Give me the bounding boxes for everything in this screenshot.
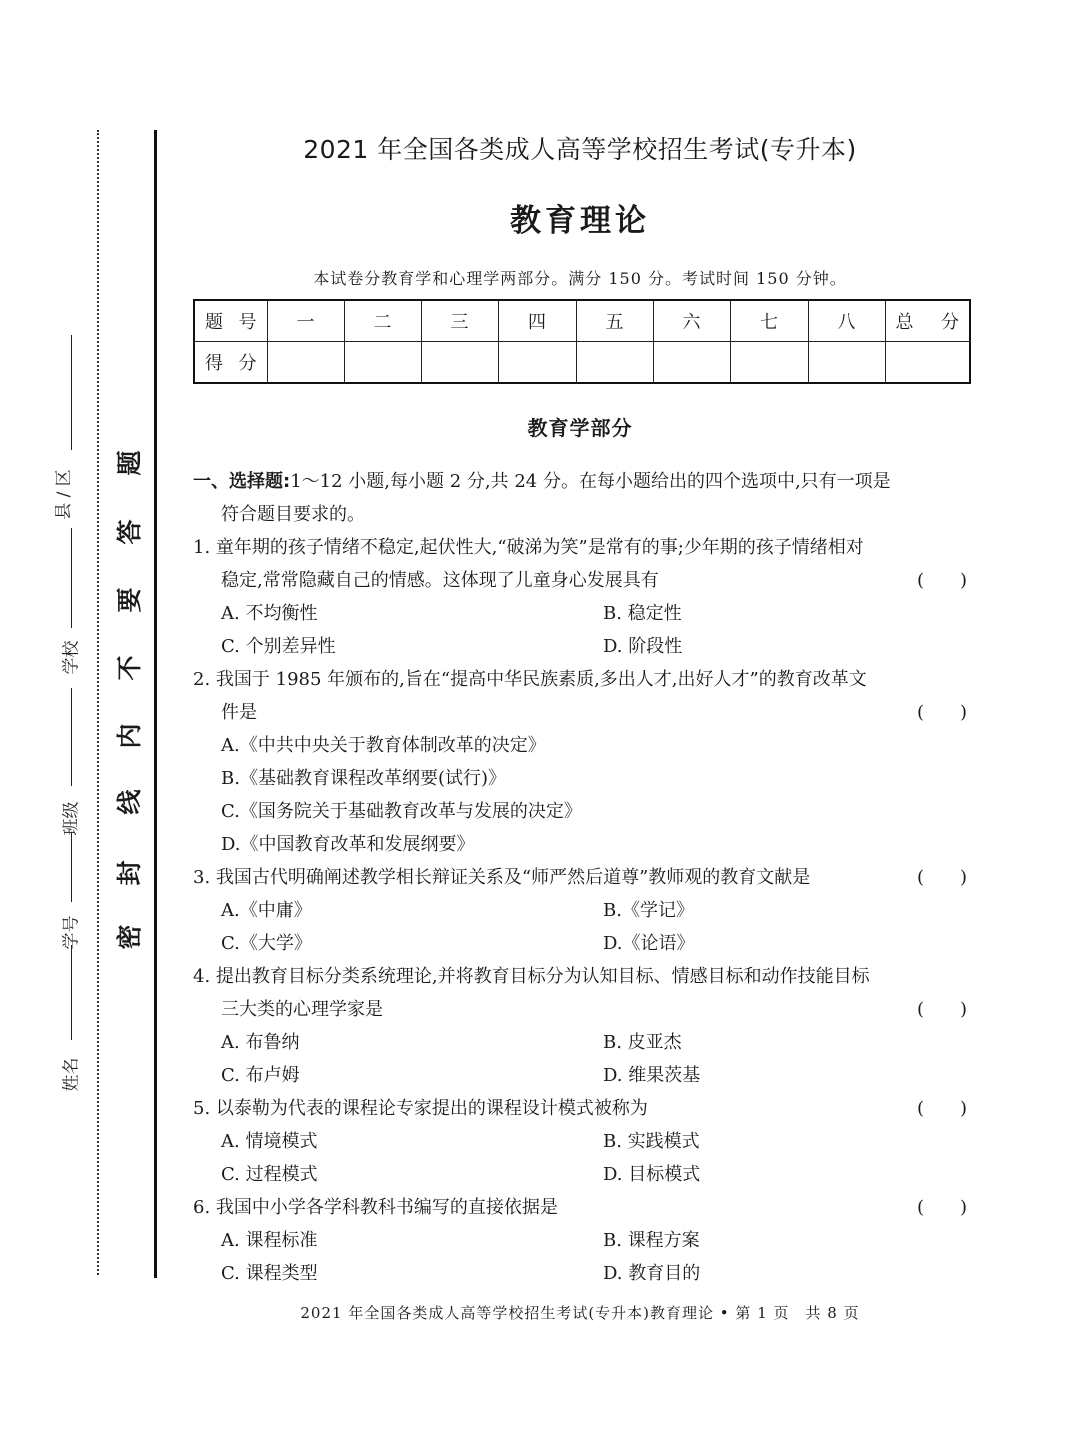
option-d: D.《中国教育改革和发展纲要》 xyxy=(221,834,475,855)
option-a: A.《中共中央关于教育体制改革的决定》 xyxy=(221,735,546,756)
seal-char: 答 xyxy=(115,519,144,545)
score-cell xyxy=(730,342,808,384)
option-c: C. 课程类型 xyxy=(221,1263,318,1284)
option-b: B.《学记》 xyxy=(603,900,694,921)
county-field-label: 县 / 区 xyxy=(53,469,74,520)
option-c: C.《国务院关于基础教育改革与发展的决定》 xyxy=(221,801,582,822)
subject-title: 教育理论 xyxy=(510,203,650,239)
score-cell xyxy=(498,342,576,384)
option-b: B. 稳定性 xyxy=(603,603,682,624)
question-2-line: 2. 我国于 1985 年颁布的,旨在“提高中华民族素质,多出人才,出好人才”的教育改革文 xyxy=(193,669,867,690)
score-cell xyxy=(267,342,344,384)
option-c: C. 个别差异性 xyxy=(221,636,336,657)
option-b: B. 实践模式 xyxy=(603,1131,700,1152)
answer-blank: ( ) xyxy=(916,702,967,723)
question-2-stem-end: 件是 xyxy=(221,702,257,723)
school-underline xyxy=(71,528,72,628)
option-d: D.《论语》 xyxy=(603,933,695,954)
option-a: A. 不均衡性 xyxy=(221,603,318,624)
question-4-line xyxy=(193,993,971,1026)
option-row xyxy=(193,927,971,960)
question-1-line xyxy=(193,564,971,597)
column-header: 五 xyxy=(576,300,653,342)
option-row xyxy=(193,1158,971,1191)
question-5-line xyxy=(193,1092,971,1125)
option-a: A.《中庸》 xyxy=(221,900,312,921)
option-d: D. 维果茨基 xyxy=(603,1065,701,1086)
class-underline xyxy=(71,688,72,786)
part-instruction xyxy=(193,465,971,498)
score-cell xyxy=(653,342,730,384)
column-header: 六 xyxy=(653,300,730,342)
question-1-stem-end: 稳定,常常隐藏自己的情感。这体现了儿童身心发展具有 xyxy=(221,570,659,591)
option-row xyxy=(193,1224,971,1257)
question-1-line: 1. 童年期的孩子情绪不稳定,起伏性大,“破涕为笑”是常有的事;少年期的孩子情绪相对 xyxy=(193,537,864,558)
option-d: D. 目标模式 xyxy=(603,1164,701,1185)
option-b: B. 课程方案 xyxy=(603,1230,700,1251)
question-list xyxy=(193,465,971,1290)
option-row xyxy=(193,1125,971,1158)
column-header: 二 xyxy=(344,300,421,342)
option-c: C.《大学》 xyxy=(221,933,312,954)
option-a: A. 布鲁纳 xyxy=(221,1032,300,1053)
answer-blank: ( ) xyxy=(916,570,967,591)
total-score-header: 总分 xyxy=(885,300,970,342)
option-c: C. 过程模式 xyxy=(221,1164,318,1185)
score-table xyxy=(193,299,971,384)
question-6-line xyxy=(193,1191,971,1224)
option-row xyxy=(193,894,971,927)
class-field-label: 班级 xyxy=(61,801,82,836)
score-cell xyxy=(576,342,653,384)
name-field-label: 姓名 xyxy=(61,1057,82,1092)
score-row xyxy=(194,342,970,384)
question-3-line xyxy=(193,861,971,894)
column-header: 四 xyxy=(498,300,576,342)
seal-char: 密 xyxy=(115,924,144,950)
option-c: C. 布卢姆 xyxy=(221,1065,300,1086)
name-underline xyxy=(71,945,72,1040)
column-header: 八 xyxy=(808,300,885,342)
option-a: A. 课程标准 xyxy=(221,1230,318,1251)
part-instruction-line2: 符合题目要求的。 xyxy=(221,504,365,525)
question-number-row xyxy=(194,300,970,342)
answer-blank: ( ) xyxy=(916,1197,967,1218)
school-field-label: 学校 xyxy=(61,640,82,675)
score-cell xyxy=(808,342,885,384)
answer-blank: ( ) xyxy=(916,999,967,1020)
page-footer: 2021 年全国各类成人高等学校招生考试(专升本)教育理论 • 第 1 页 共 8 页 xyxy=(300,1304,860,1322)
option-b: B.《基础教育课程改革纲要(试行)》 xyxy=(221,768,506,789)
option-row xyxy=(193,1026,971,1059)
seal-char: 封 xyxy=(115,860,144,886)
seal-char: 线 xyxy=(115,789,144,815)
option-d: D. 阶段性 xyxy=(603,636,683,657)
seal-char: 不 xyxy=(115,655,144,681)
seal-char: 内 xyxy=(115,723,144,749)
binding-solid-line xyxy=(154,130,157,1278)
option-row xyxy=(193,1059,971,1092)
score-cell xyxy=(421,342,498,384)
section-title: 教育学部分 xyxy=(527,416,633,440)
option-row xyxy=(193,630,971,663)
question-5-stem: 5. 以泰勒为代表的课程论专家提出的课程设计模式被称为 xyxy=(193,1098,648,1119)
cut-dotted-line xyxy=(97,130,99,1275)
option-d: D. 教育目的 xyxy=(603,1263,701,1284)
column-header: 三 xyxy=(421,300,498,342)
exam-title: 2021 年全国各类成人高等学校招生考试(专升本) xyxy=(303,135,857,164)
exam-instructions: 本试卷分教育学和心理学两部分。满分 150 分。考试时间 150 分钟。 xyxy=(313,269,847,288)
question-4-line: 4. 提出教育目标分类系统理论,并将教育目标分为认知目标、情感目标和动作技能目标 xyxy=(193,966,870,987)
student-number-underline xyxy=(71,832,72,902)
score-cell xyxy=(344,342,421,384)
question-3-stem: 3. 我国古代明确阐述教学相长辩证关系及“师严然后道尊”教师观的教育文献是 xyxy=(193,867,811,888)
answer-blank: ( ) xyxy=(916,1098,967,1119)
option-a: A. 情境模式 xyxy=(221,1131,318,1152)
option-row xyxy=(193,597,971,630)
question-6-stem: 6. 我国中小学各学科教科书编写的直接依据是 xyxy=(193,1197,558,1218)
answer-blank: ( ) xyxy=(916,867,967,888)
score-label: 得分 xyxy=(194,342,267,384)
part-heading: 一、选择题: xyxy=(193,471,291,492)
column-header: 七 xyxy=(730,300,808,342)
column-header: 一 xyxy=(267,300,344,342)
question-number-label: 题号 xyxy=(194,300,267,342)
part-instruction-text: 1～12 小题,每小题 2 分,共 24 分。在每小题给出的四个选项中,只有一项是 xyxy=(290,471,891,492)
question-4-stem-end: 三大类的心理学家是 xyxy=(221,999,383,1020)
option-row xyxy=(193,1257,971,1290)
seal-char: 要 xyxy=(115,587,144,613)
seal-char: 题 xyxy=(115,450,144,476)
question-2-line xyxy=(193,696,971,729)
student-number-field-label: 学号 xyxy=(61,915,82,950)
total-score-cell xyxy=(885,342,970,384)
county-underline xyxy=(71,335,72,450)
option-b: B. 皮亚杰 xyxy=(603,1032,682,1053)
